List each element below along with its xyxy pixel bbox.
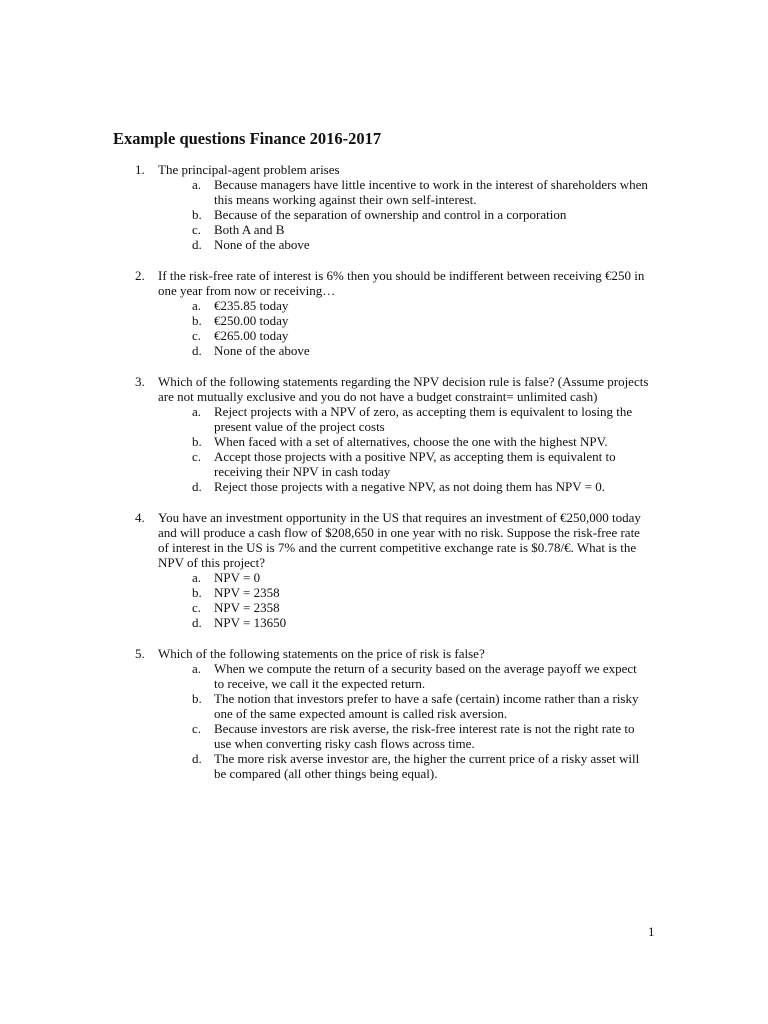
option-letter: d. <box>192 479 202 494</box>
option-item <box>0 313 768 328</box>
question-item <box>0 646 768 781</box>
question-text: The principal-agent problem arises <box>158 162 340 177</box>
option-item <box>0 600 768 615</box>
option-item <box>0 237 768 252</box>
question-item <box>0 510 768 630</box>
option-letter: d. <box>192 615 202 630</box>
option-letter: c. <box>192 600 202 615</box>
option-text: Reject those projects with a negative NPV, as not doing them has NPV = 0. <box>214 479 606 494</box>
option-letter: c. <box>192 449 202 464</box>
option-list <box>0 404 768 494</box>
option-text: When faced with a set of alternatives, choose the one with the highest NPV. <box>214 434 608 449</box>
option-list <box>0 661 768 781</box>
option-letter: c. <box>192 222 202 237</box>
option-letter: d. <box>192 343 202 358</box>
question-text: If the risk-free rate of interest is 6% then you should be indifferent between receiving €250 in one year from now or receiving… <box>158 268 645 298</box>
option-item <box>0 751 768 781</box>
option-list <box>0 177 768 252</box>
option-item <box>0 479 768 494</box>
option-letter: b. <box>192 585 202 600</box>
option-item <box>0 661 768 691</box>
question-number: 1. <box>135 162 145 177</box>
option-letter: b. <box>192 207 202 222</box>
option-text: Reject projects with a NPV of zero, as accepting them is equivalent to losing the present value of the project costs <box>214 404 633 434</box>
option-text: NPV = 2358 <box>214 585 280 600</box>
option-item <box>0 721 768 751</box>
option-letter: b. <box>192 313 202 328</box>
option-item <box>0 298 768 313</box>
option-letter: b. <box>192 434 202 449</box>
option-item <box>0 222 768 237</box>
question-number: 4. <box>135 510 145 525</box>
option-text: The more risk averse investor are, the higher the current price of a risky asset will be compared (all other things being equal). <box>214 751 640 781</box>
option-text: €250.00 today <box>214 313 289 328</box>
question-text: Which of the following statements on the price of risk is false? <box>158 646 485 661</box>
option-letter: c. <box>192 328 202 343</box>
option-item <box>0 328 768 343</box>
option-letter: d. <box>192 751 202 766</box>
option-text: €265.00 today <box>214 328 289 343</box>
option-item <box>0 404 768 434</box>
option-letter: a. <box>192 404 202 419</box>
option-text: €235.85 today <box>214 298 289 313</box>
option-item <box>0 434 768 449</box>
option-item <box>0 207 768 222</box>
question-item <box>0 162 768 252</box>
option-letter: d. <box>192 237 202 252</box>
document-title: Example questions Finance 2016-2017 <box>113 129 382 148</box>
option-item <box>0 691 768 721</box>
option-text: NPV = 0 <box>214 570 261 585</box>
option-text: Because of the separation of ownership and control in a corporation <box>214 207 567 222</box>
option-text: None of the above <box>214 343 310 358</box>
option-text: Because managers have little incentive to work in the interest of shareholders when this means working against their own self-interest. <box>214 177 648 207</box>
option-item <box>0 615 768 630</box>
option-text: None of the above <box>214 237 310 252</box>
question-number: 3. <box>135 374 145 389</box>
option-list <box>0 298 768 358</box>
option-letter: c. <box>192 721 202 736</box>
question-number: 5. <box>135 646 145 661</box>
option-item <box>0 585 768 600</box>
option-text: Because investors are risk averse, the risk-free interest rate is not the right rate to use when converting risky cash flows across time. <box>214 721 635 751</box>
question-text: Which of the following statements regarding the NPV decision rule is false? (Assume projects are not mutually exclusive and you do not have a budget constraint= unlimited cash) <box>158 374 649 404</box>
question-list <box>0 162 768 797</box>
option-item <box>0 177 768 207</box>
option-item <box>0 570 768 585</box>
page-number: 1 <box>648 924 655 939</box>
question-text: You have an investment opportunity in the US that requires an investment of €250,000 today and will produce a cash flow of $208,650 in one year with no risk. Suppose the risk-free rate of interest in the US is 7% and the current competitive exchange rate is $0.78/€. What is the NPV of this project? <box>158 510 641 570</box>
question-item <box>0 374 768 494</box>
option-text: Accept those projects with a positive NPV, as accepting them is equivalent to receiving their NPV in cash today <box>214 449 616 479</box>
option-item <box>0 343 768 358</box>
option-letter: b. <box>192 691 202 706</box>
option-letter: a. <box>192 661 202 676</box>
option-text: NPV = 2358 <box>214 600 280 615</box>
option-text: When we compute the return of a security based on the average payoff we expect to receive, we call it the expected return. <box>214 661 637 691</box>
question-item <box>0 268 768 358</box>
option-text: The notion that investors prefer to have a safe (certain) income rather than a risky one of the same expected amount is called risk aversion. <box>214 691 639 721</box>
option-text: Both A and B <box>214 222 285 237</box>
option-text: NPV = 13650 <box>214 615 287 630</box>
option-list <box>0 570 768 630</box>
option-item <box>0 449 768 479</box>
option-letter: a. <box>192 570 202 585</box>
option-letter: a. <box>192 177 202 192</box>
question-number: 2. <box>135 268 145 283</box>
option-letter: a. <box>192 298 202 313</box>
